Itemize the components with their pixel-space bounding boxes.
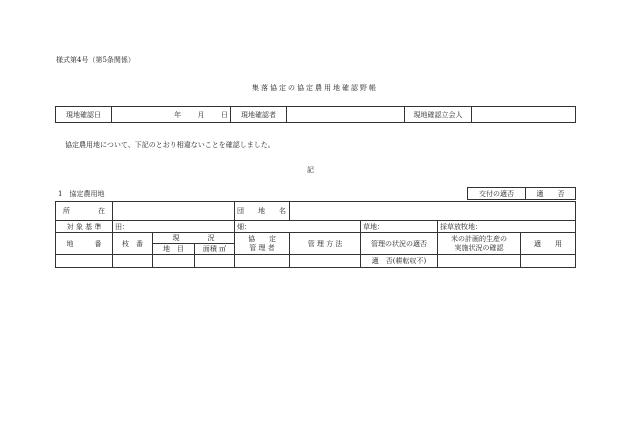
main-table [55,201,576,268]
col-apply: 適 用 [521,233,576,255]
cell-method[interactable] [290,255,361,268]
month-label: 月 [197,110,205,119]
confirmer-field[interactable] [287,107,405,123]
col-branch-number: 枝 番 [113,233,153,255]
cell-rice[interactable] [438,255,521,268]
group-label: 団 地 名 [235,202,290,221]
target-label: 対 象 基 準 [56,221,113,233]
upland-field[interactable]: 畑： [235,221,361,233]
page-title: 集落協定の協定農用地確認野帳 [252,84,378,92]
cell-apply[interactable] [521,255,576,268]
cell-status[interactable]: 適 否(耕転収不) [361,255,438,268]
cell-manager[interactable] [235,255,290,268]
col-landtype: 地 目 [153,244,195,255]
paddy-field[interactable]: 田： [113,221,235,233]
form-number: 様式第4号（第5条関係） [56,56,135,64]
date-field[interactable] [112,107,231,123]
cell-landtype[interactable] [153,255,195,268]
statement: 協定農用地について、下記のとおり相違ないことを確認しました。 [65,141,275,149]
col-method: 管 理 方 法 [290,233,361,255]
pasture-field[interactable]: 採草放牧地： [438,221,576,233]
location-field[interactable] [113,202,235,221]
col-manager: 協 定 管 理 者 [235,233,290,255]
col-rice: 米の計画的生産の 実施状況の確認 [438,233,521,255]
cell-branch[interactable] [113,255,153,268]
col-lot-number: 地 番 [56,233,113,255]
grassland-field[interactable]: 草地： [361,221,438,233]
ki-label: 記 [307,166,314,174]
confirmation-table [55,106,576,123]
section-title: 1 協定農用地 [58,190,105,198]
year-label: 年 [174,110,182,119]
location-label: 所 在 [56,202,113,221]
col-current: 現 況 [153,233,235,244]
confirmer-label: 現地確認者 [231,107,287,123]
grant-table [467,187,576,200]
group-field[interactable] [290,202,576,221]
day-label: 日 [221,110,228,119]
witness-label: 現地確認立会人 [405,107,472,123]
date-label: 現地確認日 [56,107,112,123]
cell-lot[interactable] [56,255,113,268]
cell-area[interactable] [195,255,235,268]
grant-label: 交付の適否 [468,188,526,200]
col-status: 管理の状況の適否 [361,233,438,255]
witness-field[interactable] [472,107,576,123]
grant-value[interactable]: 適 否 [526,188,576,200]
col-area: 面積 ㎡ [195,244,235,255]
